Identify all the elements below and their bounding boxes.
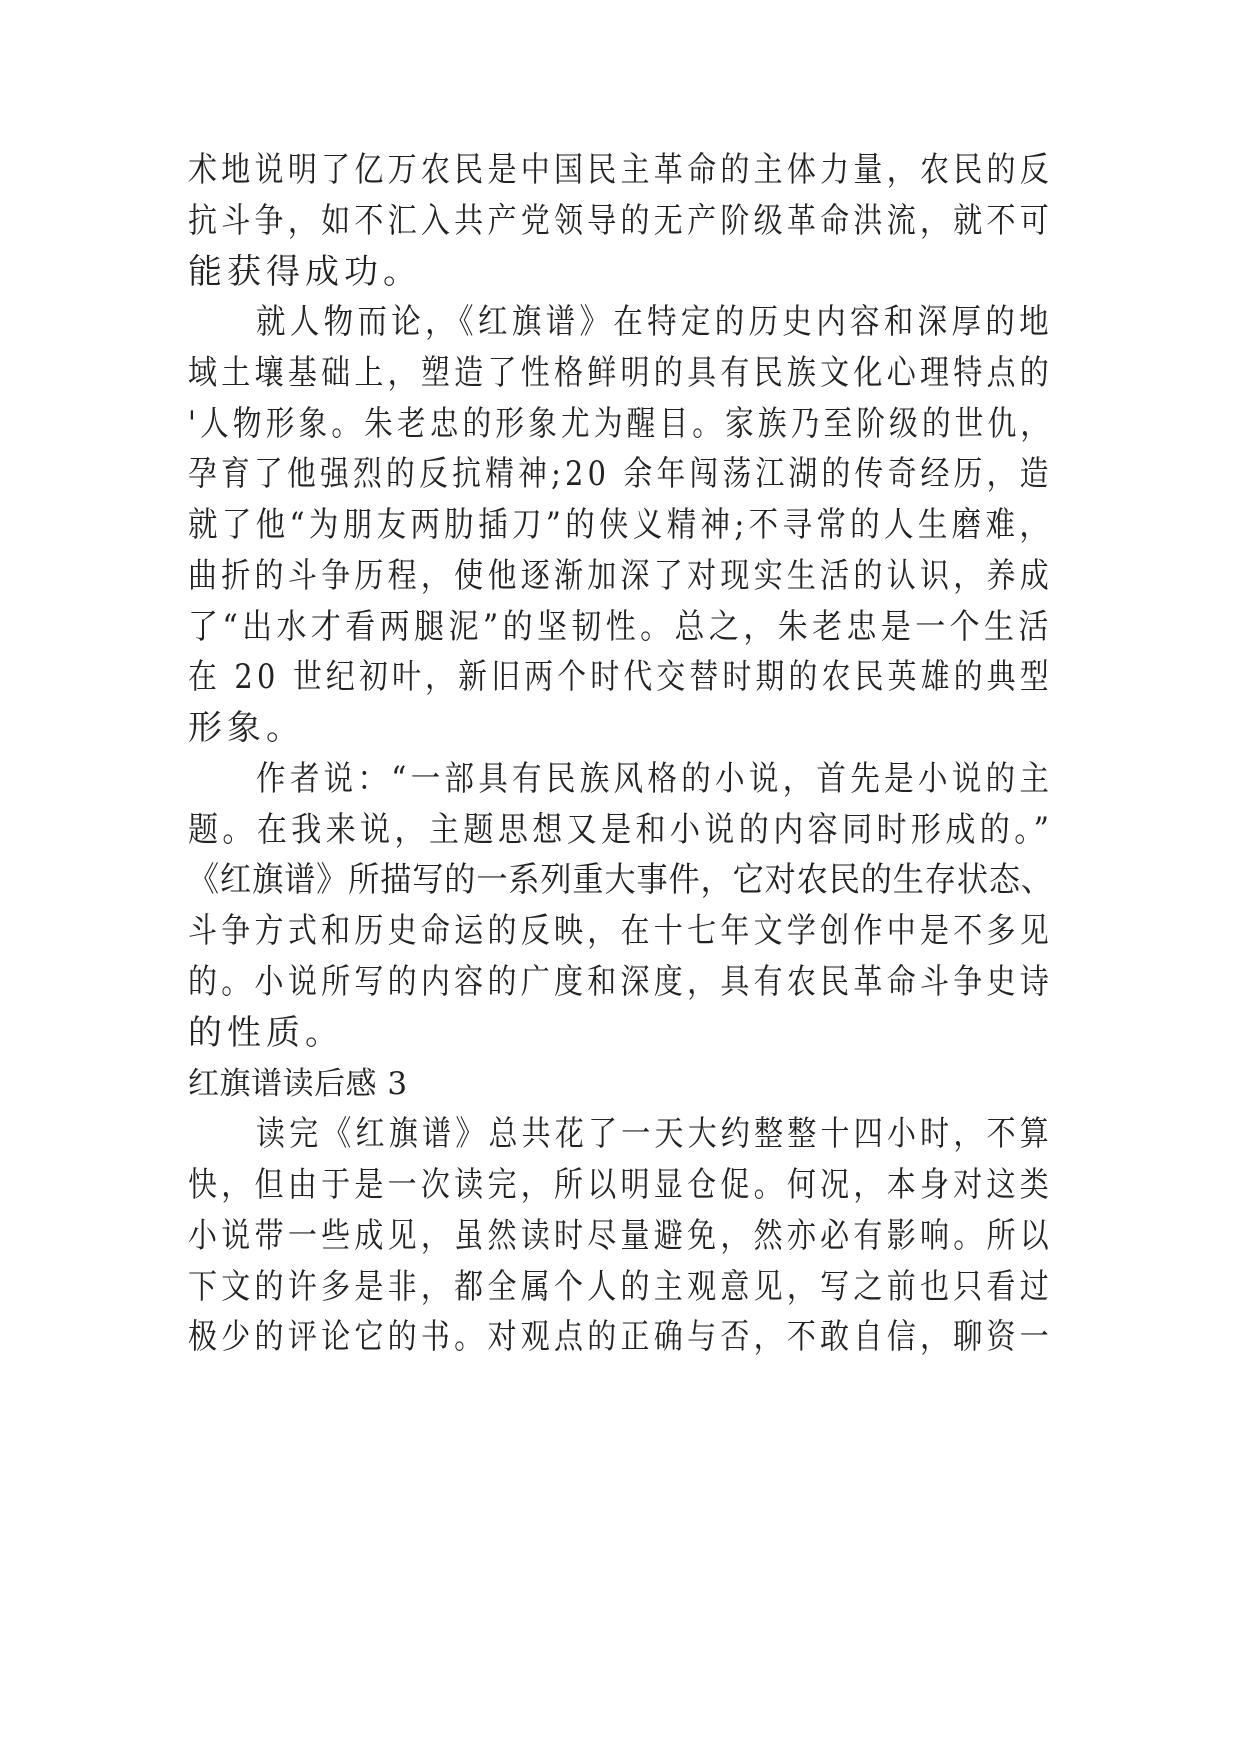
text-line: 《红旗谱》所描写的一系列重大事件，它对农民的生存状态、 (188, 860, 1053, 900)
text-line: 就了他“为朋友两肋插刀”的侠义精神;不寻常的人生磨难， (188, 505, 1054, 545)
text-line: 域土壤基础上，塑造了性格鲜明的具有民族文化心理特点的 (188, 353, 1054, 393)
text-line: 题。在我来说，主题思想又是和小说的内容同时形成的。” (188, 810, 1054, 850)
text-line: 的性质。 (188, 1013, 344, 1053)
text-line: 术地说明了亿万农民是中国民主革命的主体力量，农民的反 (188, 150, 1054, 190)
text-line: 抗斗争，如不汇入共产党领导的无产阶级革命洪流，就不可 (188, 201, 1054, 241)
text-line: 了“出水才看两腿泥”的坚韧性。总之，朱老忠是一个生活 (188, 607, 1053, 647)
section-heading: 红旗谱读后感 3 (188, 1066, 408, 1102)
text-line: 孕育了他强烈的反抗精神;20 余年闯荡江湖的传奇经历，造 (188, 454, 1053, 494)
text-line: 小说带一些成见，虽然读时尽量避免，然亦必有影响。所以 (188, 1216, 1054, 1256)
text-line: 快，但由于是一次读完，所以明显仓促。何况，本身对这类 (188, 1165, 1054, 1205)
text-line: 曲折的斗争历程，使他逐渐加深了对现实生活的认识，养成 (188, 556, 1054, 596)
text-line: 作者说：“一部具有民族风格的小说，首先是小说的主 (256, 759, 1054, 799)
text-line: 能获得成功。 (188, 252, 422, 292)
text-line: 的。小说所写的内容的广度和深度，具有农民革命斗争史诗 (188, 962, 1054, 1002)
text-line: 读完《红旗谱》总共花了一天大约整整十四小时，不算 (256, 1114, 1054, 1154)
text-line: 极少的评论它的书。对观点的正确与否，不敢自信，聊资一 (188, 1317, 1054, 1357)
text-line: 斗争方式和历史命运的反映，在十七年文学创作中是不多见 (188, 911, 1054, 951)
text-line: 就人物而论，《红旗谱》在特定的历史内容和深厚的地 (256, 302, 1053, 342)
text-line: 下文的许多是非，都全属个人的主观意见，写之前也只看过 (188, 1267, 1054, 1307)
text-line: 在 20 世纪初叶，新旧两个时代交替时期的农民英雄的典型 (188, 657, 1053, 697)
text-line: '人物形象。朱老忠的形象尤为醒目。家族乃至阶级的世仇， (188, 404, 1054, 444)
text-line: 形象。 (188, 708, 305, 748)
